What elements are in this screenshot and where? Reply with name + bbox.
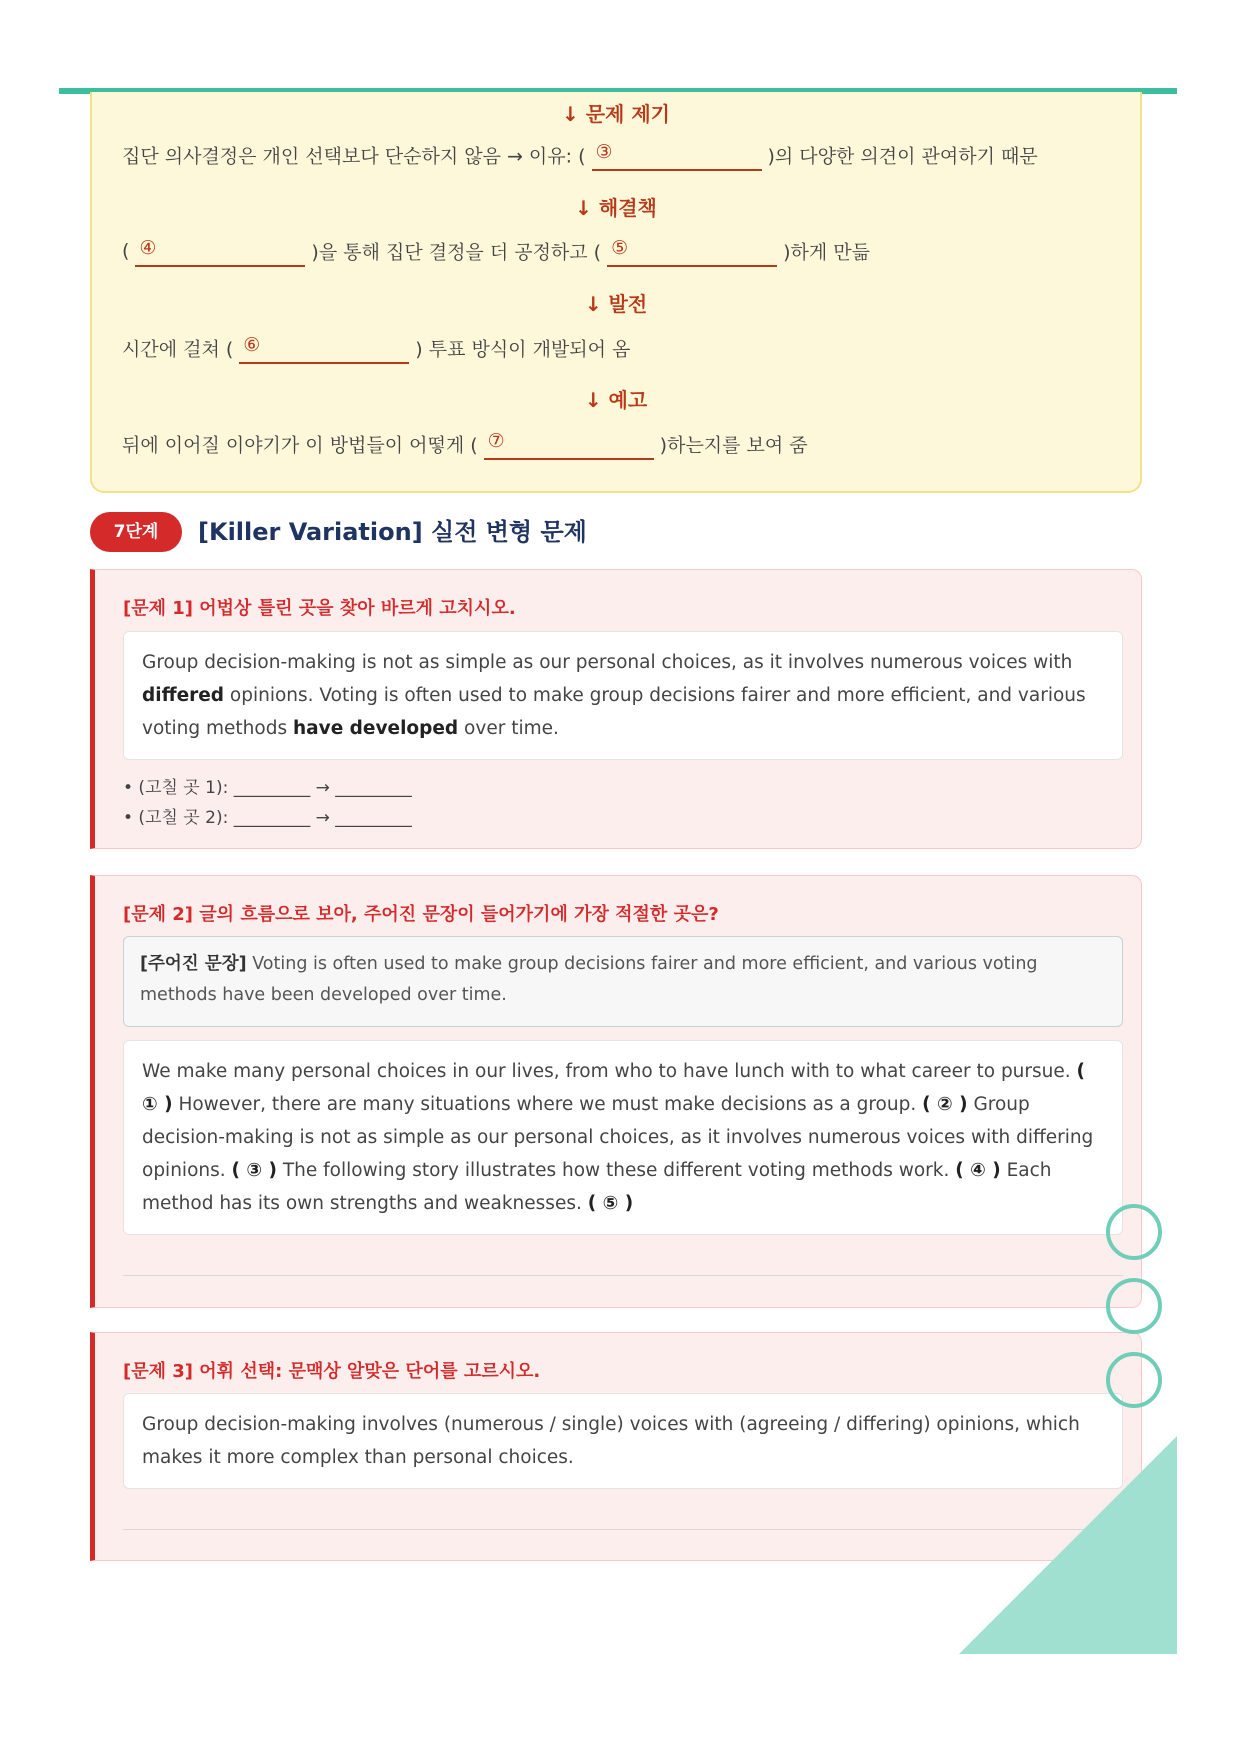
error-word-2: have developed [292,718,459,739]
position-marker-3[interactable]: ( ③ ) [231,1160,277,1181]
question-2-passage: We make many personal choices in our lives, from who to have lunch with to what career to pursue. ( ① ) However, there are many situations where we must make decisions as a group. ( ② ) Group decision-making is not as simple as our personal choices, as it involves numerous voices with differing opinions. ( ③ ) The following story illustrates how these different voting methods work. ( ④ ) Each method has its own strengths and weaknesses. ( ⑤ ) [123,1040,1123,1235]
blank-3[interactable]: ③ [592,139,762,171]
decorative-circle-icon [1106,1278,1162,1334]
position-marker-4[interactable]: ( ④ ) [955,1160,1001,1181]
question-2-title: [문제 2] 글의 흐름으로 보아, 주어진 문장이 들어가기에 가장 적절한 곳은? [123,904,719,925]
position-marker-2[interactable]: ( ② ) [922,1094,968,1115]
flow-line-problem: 집단 의사결정은 개인 선택보다 단순하지 않음 → 이유: ( ③ )의 다양한 의견이 관여하기 때문 [122,139,1038,171]
flow-heading-solution: ↓ 해결책 [575,196,657,220]
flow-heading-problem: ↓ 문제 제기 [562,102,670,126]
fix-line-2[interactable]: • (고칠 곳 2): _________ → _________ [123,808,412,828]
question-card-3 [90,1332,1142,1561]
flow-summary-box [90,92,1142,493]
given-sentence-box: [주어진 문장] Voting is often used to make group decisions fairer and more efficient, and various voting methods have been developed over time. [123,936,1123,1027]
flow-line-preview: 뒤에 이어질 이야기가 이 방법들이 어떻게 ( ⑦ )하는지를 보여 줌 [122,428,808,460]
decorative-circle-icon [1106,1204,1162,1260]
answer-divider [123,1529,1123,1530]
blank-6[interactable]: ⑥ [239,332,409,364]
question-card-1 [90,569,1142,849]
position-marker-1[interactable]: ( ① ) [142,1061,1085,1115]
flow-line-solution: ( ④ )을 통해 집단 결정을 더 공정하고 ( ⑤ )하게 만듦 [122,235,870,267]
step-badge: 7단계 [90,512,182,552]
flow-line-development: 시간에 걸쳐 ( ⑥ ) 투표 방식이 개발되어 옴 [122,332,630,364]
fix-line-1[interactable]: • (고칠 곳 1): _________ → _________ [123,778,412,798]
question-1-passage: Group decision-making is not as simple as our personal choices, as it involves numerous voices with differed opinions. Voting is often used to make group decisions fairer and more efficient, and various voting methods have developed over time. [123,631,1123,760]
section-title: [Killer Variation] 실전 변형 문제 [198,518,587,546]
question-card-2 [90,875,1142,1308]
given-sentence-label: [주어진 문장] [140,954,247,974]
blank-7[interactable]: ⑦ [484,428,654,460]
blank-5[interactable]: ⑤ [607,235,777,267]
error-word-1: differed [142,685,225,706]
answer-divider [123,1275,1123,1276]
decorative-circle-icon [1106,1352,1162,1408]
position-marker-5[interactable]: ( ⑤ ) [587,1193,634,1214]
flow-heading-development: ↓ 발전 [584,292,648,316]
question-3-title: [문제 3] 어휘 선택: 문맥상 알맞은 단어를 고르시오. [123,1361,541,1382]
flow-heading-preview: ↓ 예고 [584,388,648,412]
question-1-title: [문제 1] 어법상 틀린 곳을 찾아 바르게 고치시오. [123,598,516,619]
blank-4[interactable]: ④ [135,235,305,267]
question-3-passage: Group decision-making involves (numerous / single) voices with (agreeing / differing) opinions, which makes it more complex than personal choices. [123,1393,1123,1489]
